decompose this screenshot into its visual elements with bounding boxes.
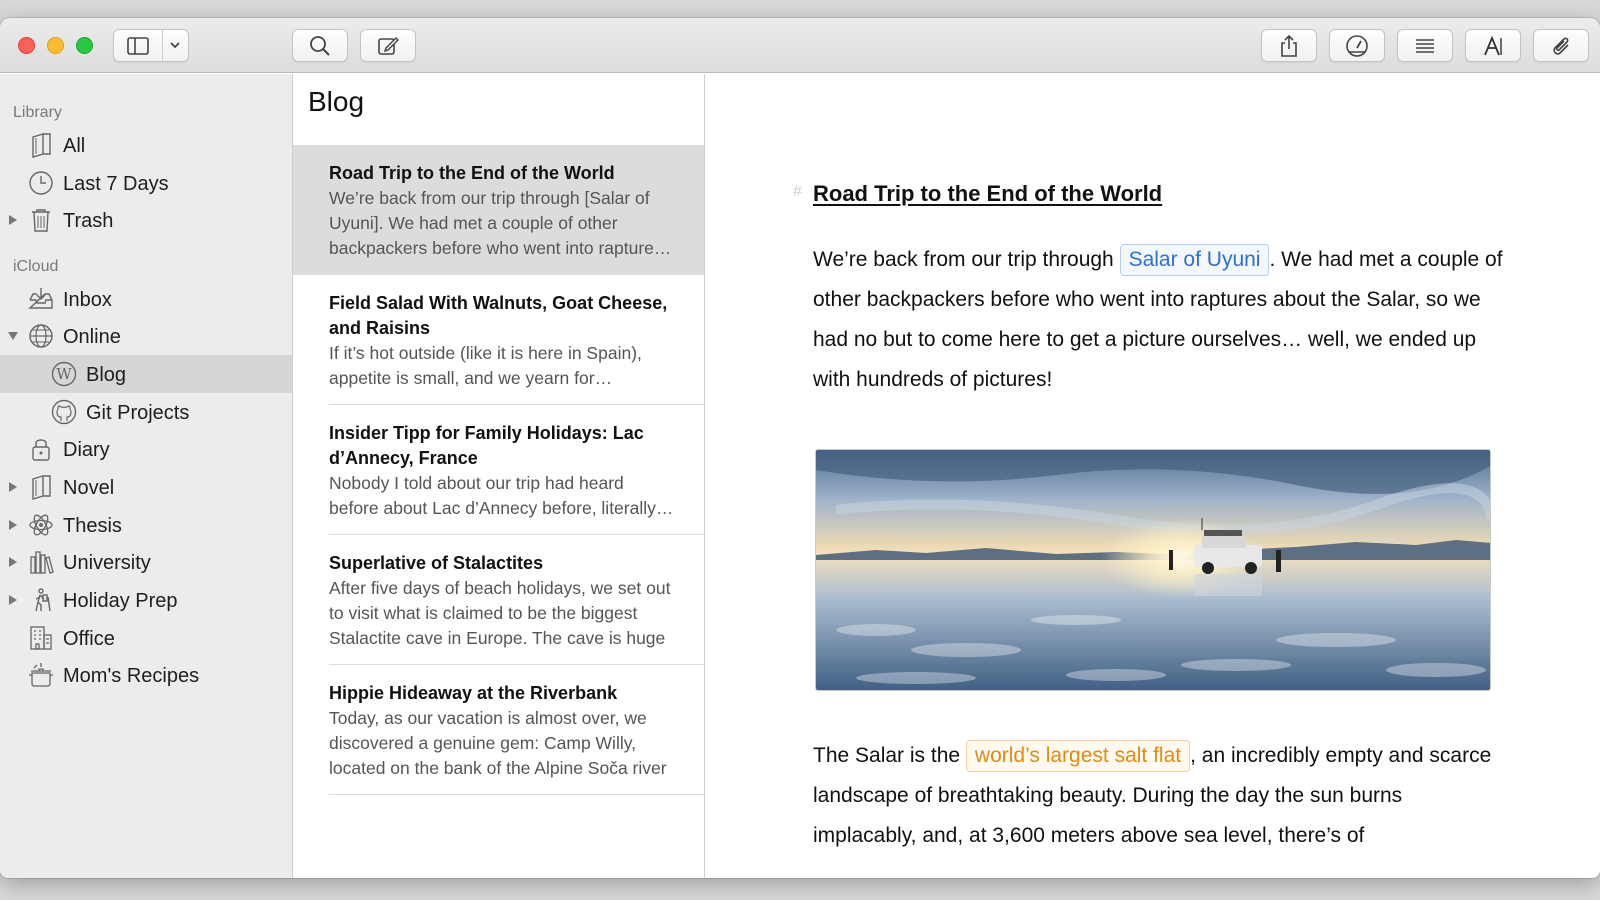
paragraph (813, 736, 1503, 856)
sidebar-item-label: Holiday Prep (63, 590, 178, 612)
trash-icon (28, 207, 54, 233)
sidebar-item-label: Novel (63, 477, 115, 499)
note-title: Hippie Hideaway at the Riverbank (329, 683, 618, 703)
sidebar-item-all[interactable] (0, 126, 292, 164)
zoom-window-button[interactable] (76, 37, 93, 54)
sidebar-item-online[interactable] (0, 317, 292, 355)
note-excerpt: Nobody I told about our trip had heard before about Lac d’Annecy before, literally (329, 473, 656, 518)
library-icon (28, 549, 54, 575)
compose-icon (377, 35, 399, 57)
disclosure-right-icon[interactable] (7, 214, 19, 226)
toolbar (0, 18, 1600, 73)
outline-button[interactable] (1397, 29, 1453, 62)
note-title: Road Trip to the End of the World (329, 163, 615, 183)
sidebar-item-label: Online (63, 326, 121, 348)
salt-flat-photo (816, 450, 1491, 691)
atom-icon (28, 512, 54, 538)
sidebar-item-university[interactable] (0, 543, 292, 581)
highlighted-text[interactable]: world’s largest salt flat (966, 740, 1190, 772)
search-button[interactable] (292, 29, 348, 62)
paragraph-text: , an incredibly empty and scarce landscape of breathtaking beauty. During the day the sun burns implacably, and, at 3,600 meters above sea level, there’s of (813, 744, 1492, 847)
sidebar (0, 74, 293, 878)
building-icon (28, 625, 54, 651)
sidebar-item-diary[interactable] (0, 430, 292, 468)
sidebar-item-git-projects[interactable] (0, 393, 292, 431)
app-window (0, 18, 1600, 878)
lock-icon (28, 436, 54, 462)
editor[interactable] (705, 74, 1600, 878)
paragraph-text: The Salar is the (813, 744, 966, 767)
note-list-item[interactable] (293, 405, 704, 535)
note-excerpt: After five days of beach holidays, we set out to visit what is claimed to be the biggest Stalactite cave in Europe. The cave is huge (329, 578, 671, 648)
paperclip-icon (1549, 34, 1573, 58)
search-icon (309, 35, 331, 57)
sidebar-item-trash[interactable] (0, 201, 292, 239)
disclosure-right-icon[interactable] (7, 519, 19, 531)
svg-text:W: W (56, 365, 72, 383)
sidebar-item-label: Thesis (63, 515, 122, 537)
wordpress-icon (51, 361, 77, 387)
book-icon (28, 132, 54, 158)
close-window-button[interactable] (18, 37, 35, 54)
sidebar-item-label: Mom's Recipes (63, 665, 200, 687)
sidebar-item-label: Trash (63, 210, 114, 232)
sidebar-icon (127, 37, 149, 55)
pot-icon (28, 662, 54, 688)
library-section-header: Library (13, 104, 62, 121)
sidebar-item-label: Diary (63, 439, 110, 461)
disclosure-right-icon[interactable] (7, 594, 19, 606)
sidebar-toggle-button[interactable] (113, 29, 189, 62)
disclosure-right-icon[interactable] (7, 556, 19, 568)
hiker-icon (28, 587, 54, 613)
heading-marker: # (793, 183, 802, 200)
note-list (293, 74, 705, 878)
note-excerpt: Today, as our vacation is almost over, we discovered a genuine gem: Camp Willy, located on the bank of the Alpine Soča river (329, 708, 667, 778)
minimize-window-button[interactable] (47, 37, 64, 54)
sidebar-item-holiday-prep[interactable] (0, 581, 292, 619)
sidebar-item-last-7-days[interactable] (0, 164, 292, 202)
list-icon (1414, 37, 1436, 55)
attachments-button[interactable] (1533, 29, 1589, 62)
sidebar-item-blog[interactable] (0, 355, 292, 393)
clock-icon (28, 170, 54, 196)
note-list-item[interactable] (293, 535, 704, 665)
note-list-item[interactable] (293, 145, 704, 275)
wiki-link[interactable]: Salar of Uyuni (1120, 244, 1270, 276)
share-button[interactable] (1261, 29, 1317, 62)
icloud-section-header: iCloud (13, 258, 59, 275)
github-icon (51, 399, 77, 425)
sidebar-item-label: Blog (86, 364, 127, 386)
speedometer-icon (1344, 35, 1370, 57)
sidebar-item-label: Last 7 Days (63, 173, 169, 195)
embedded-photo[interactable] (815, 449, 1491, 691)
sidebar-item-inbox[interactable] (0, 280, 292, 318)
note-list-item[interactable] (293, 275, 704, 405)
sidebar-item-thesis[interactable] (0, 506, 292, 544)
paragraph-text: . We had met a couple of other backpackers before who went into raptures about the Salar, so we had no but to come here to get a picture ourselves… well, we ended up with hundreds of pictures! (813, 248, 1503, 391)
note-title: Superlative of Stalactites (329, 553, 544, 573)
sidebar-item-novel[interactable] (0, 468, 292, 506)
sidebar-item-label: Git Projects (86, 402, 190, 424)
globe-icon (28, 323, 54, 349)
note-list-title: Blog (308, 86, 365, 117)
paragraph (813, 240, 1503, 400)
typography-button[interactable] (1465, 29, 1521, 62)
book-icon (28, 474, 54, 500)
note-excerpt: If it’s hot outside (like it is here in Spain), appetite is small, and we yearn for (329, 343, 642, 388)
note-list-item[interactable] (293, 665, 704, 795)
paragraph-text: We’re back from our trip through (813, 248, 1120, 271)
sidebar-item-label: Inbox (63, 289, 112, 311)
statistics-button[interactable] (1329, 29, 1385, 62)
sidebar-item-label: All (63, 135, 86, 157)
typography-icon (1482, 35, 1504, 57)
sidebar-item-office[interactable] (0, 619, 292, 657)
note-title: Field Salad With Walnuts, Goat Cheese, and Raisins (329, 293, 668, 338)
note-title: Insider Tipp for Family Holidays: Lac d’Annecy, France (329, 423, 644, 468)
new-note-button[interactable] (360, 29, 416, 62)
note-excerpt: We’re back from our trip through [Salar of Uyuni]. We had met a couple of other backpackers before who went into raptures (329, 188, 663, 258)
sidebar-item-label: University (63, 552, 151, 574)
chevron-down-icon[interactable] (169, 40, 181, 50)
document-title: Road Trip to the End of the World (813, 181, 1163, 206)
inbox-icon (28, 286, 54, 312)
sidebar-item-moms-recipes[interactable] (0, 656, 292, 694)
disclosure-right-icon[interactable] (7, 481, 19, 493)
disclosure-down-icon[interactable] (7, 330, 19, 342)
share-icon (1279, 34, 1299, 58)
sidebar-item-label: Office (63, 628, 115, 650)
